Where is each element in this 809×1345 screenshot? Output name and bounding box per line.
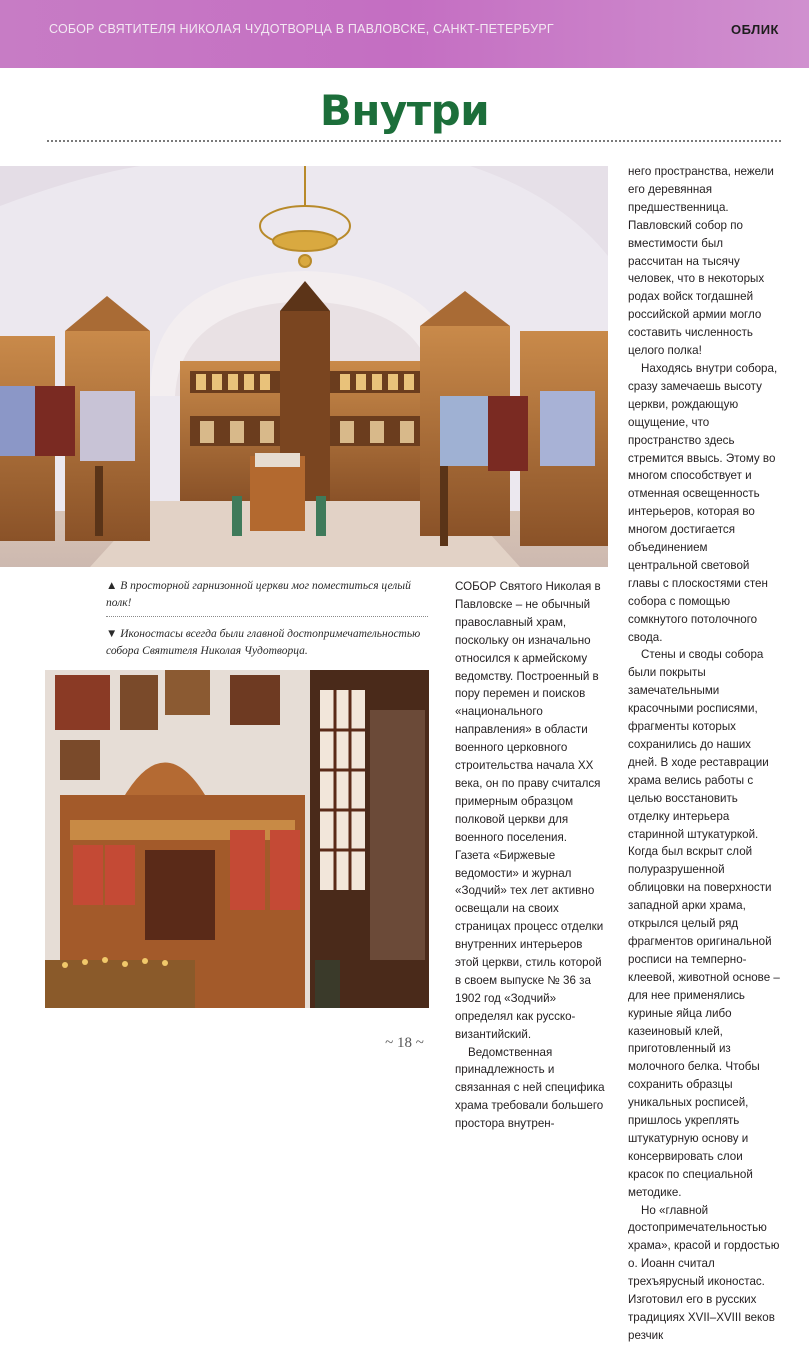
paragraph: Ведомственная принадлежность и связанная с ней специфика храма требовали большего простора внутрен- [455, 1045, 605, 1131]
photo-caption-lower: ▼ Иконостасы всегда были главной достопримечательностью собора Святителя Николая Чудотворца. [106, 628, 421, 657]
paragraph: него пространства, нежели его деревянная предшественница. Павловский собор по вместимости был рассчитан на тысячу человек, что в некоторых родах войск тогдашней российской армии могло составить численность целого полка! [628, 165, 774, 358]
paragraph: Но «главной достопримечательностью храма», красой и гордостью о. Иоанн считал трехъярусный иконостас. Изготовил его в русских традициях XVII–XVIII веков резчик [628, 1203, 780, 1342]
section-label: ОБЛИК [730, 22, 779, 37]
caption-divider [106, 616, 428, 617]
running-header [0, 0, 809, 68]
running-title: СОБОР СВЯТИТЕЛЯ НИКОЛАЯ ЧУДОТВОРЦА В ПАВЛОВСКЕ, САНКТ-ПЕТЕРБУРГ [49, 22, 554, 36]
dotted-divider [47, 140, 781, 142]
church-interior-photo [0, 166, 608, 567]
paragraph: Находясь внутри собора, сразу замечаешь высоту церкви, рождающую ощущение, что пространство здесь стремится ввысь. Этому во многом способствует и отменная освещенность интерьеров, которая во многом достигается объединением центральной световой главы с плоскостями стен собора с помощью сомкнутого потолочного свода. [628, 361, 778, 644]
page-number: ~ 18 ~ [385, 1035, 424, 1051]
article-title: Внутри [319, 86, 490, 135]
photo-caption-upper: ▲ В просторной гарнизонной церкви мог поместиться целый полк! [106, 580, 411, 609]
text-column-right [628, 163, 780, 1345]
paragraph: Стены и своды собора были покрыты замечательными красочными росписями, фрагменты которых сохранились до наших дней. В ходе реставрации храма велись работы с целью восстановить отделку интерьера старинной штукатуркой. Когда был вскрыт слой полуразрушенной облицовки на поверхности западной арки храма, открылся целый ряд фрагментов оригинальной росписи на темперно-клеевой, животной основе – для нее применялись куриные яйца либо казеиновый клей, приготовленный из молочного белка. Чтобы сохранить образцы уникальных росписей, пришлось укреплять штукатурную основу и консервировать слои красок по специальной методике. [628, 648, 780, 1199]
iconostasis-photo [45, 670, 429, 1008]
paragraph: СОБОР Святого Николая в Павловске – не обычный православный храм, поскольку он изначально относился к армейскому ведомству. Построенный в пору перемен и поисков «национального направления» в области военного церковного строительства начала XX века, он по праву считался примерным образцом полковой церкви для военного поселения. Газета «Биржевые ведомости» и журнал «Зодчий» тех лет активно освещали на своих страницах процесс отделки внутренних интерьеров этой церкви, стиль которой в своем выпуске № 36 за 1902 год «Зодчий» определял как русско-византийский. [455, 580, 604, 1041]
